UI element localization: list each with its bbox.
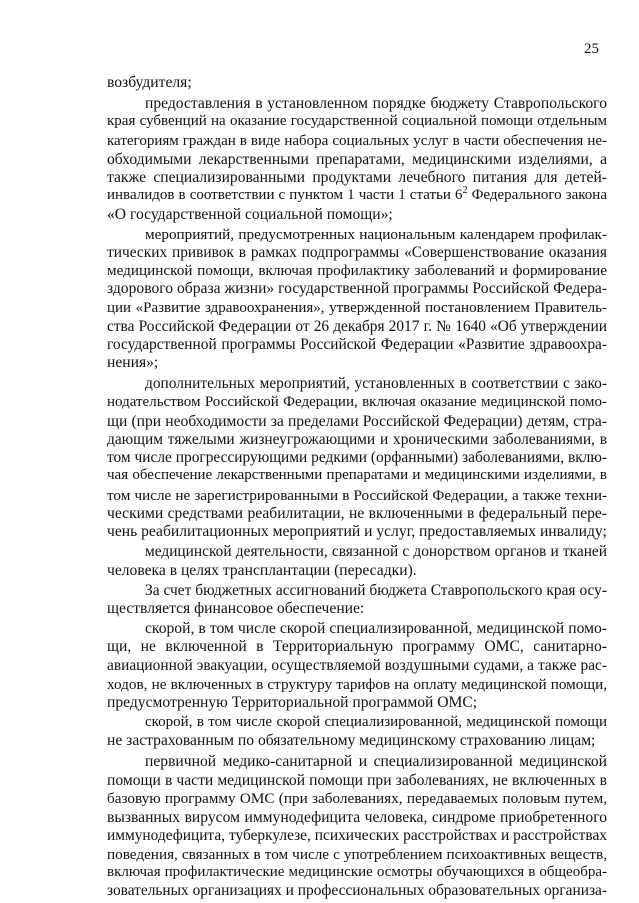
text-line: ществляется финансовое обеспечение: bbox=[107, 599, 365, 617]
text-line: авиационной эвакуации, осуществляемой воздушными судами, а также рас- bbox=[107, 657, 607, 675]
text-line: нения»; bbox=[107, 354, 159, 372]
text-line: края субвенций на оказание государственной социальной помощи отдельным bbox=[107, 113, 607, 130]
text-line: обходимыми лекарственными препаратами, медицинскими изделиями, а bbox=[107, 150, 607, 168]
text-line: мероприятий, предусмотренных национальным календарем профилак- bbox=[145, 225, 607, 243]
text-line: человека в целях трансплантации (пересадки). bbox=[107, 561, 417, 579]
text-line: медицинской помощи, включая профилактику заболеваний и формирование bbox=[107, 262, 607, 280]
text-line: чень реабилитационных мероприятий и услуг, предоставляемых инвалиду; bbox=[107, 523, 607, 541]
text-line: дающим тяжелыми жизнеугрожающими и хроническими заболеваниями, в bbox=[107, 431, 607, 448]
text-line: щи, не включенной в Территориальную программу ОМС, санитарно- bbox=[107, 638, 607, 656]
text-line: медицинской деятельности, связанной с донорством органов и тканей bbox=[145, 543, 607, 561]
text-line bbox=[107, 186, 607, 205]
text-line: включая профилактические медицинские осмотры обучающихся в общеобра- bbox=[107, 863, 607, 880]
text-line: тических прививок в рамках подпрограммы «Совершенствование оказания bbox=[107, 243, 607, 261]
text-line: возбудителя; bbox=[107, 74, 192, 91]
text-line: скорой, в том числе скорой специализированной, медицинской помощи bbox=[145, 714, 607, 731]
text-line: том числе не зарегистрированными в Российской Федерации, а также техни- bbox=[107, 486, 607, 504]
text-line: предусмотренную Территориальной программой ОМС; bbox=[107, 693, 478, 711]
text-line: скорой, в том числе скорой специализированной, медицинской помо- bbox=[145, 620, 607, 637]
text-line: чая обеспечение лекарственными препаратами и медицинскими изделиями, в bbox=[107, 467, 607, 484]
page-number: 25 bbox=[584, 41, 599, 57]
text-line: дополнительных мероприятий, установленных в соответствии с зако- bbox=[145, 375, 607, 393]
text-line: государственной программы Российской Федерации «Развитие здравоохра- bbox=[107, 336, 607, 353]
text-line: базовую программу ОМС (при заболеваниях, передаваемых половым путем, bbox=[107, 789, 607, 807]
text-fragment: Федерального закона bbox=[467, 187, 607, 204]
text-line: первичной медико-санитарной и специализированной медицинской bbox=[145, 753, 607, 771]
text-line: ства Российской Федерации от 26 декабря 2017 г. № 1640 «Об утверждении bbox=[107, 317, 607, 335]
text-line: иммунодефицита, туберкулезе, психических расстройствах и расстройствах bbox=[107, 827, 607, 845]
text-line: щи (при необходимости за пределами Российской Федерации) детям, стра- bbox=[107, 412, 607, 430]
text-line: поведения, связанных в том числе с употреблением психоактивных веществ, bbox=[107, 845, 607, 863]
text-line: здорового образа жизни» государственной программы Российской Федера- bbox=[107, 280, 607, 298]
text-line: За счет бюджетных ассигнований бюджета Ставропольского края осу- bbox=[145, 581, 607, 599]
text-line: помощи в части медицинской помощи при заболеваниях, не включенных в bbox=[107, 771, 607, 789]
superscript: 2 bbox=[462, 186, 468, 197]
text-line: ческими средствами реабилитации, не включенными в федеральный пере- bbox=[107, 504, 607, 522]
text-line: ходов, не включенных в структуру тарифов на оплату медицинской помощи, bbox=[107, 675, 607, 693]
text-fragment: инвалидов в соответствии с пунктом 1 части 1 статьи 6 bbox=[107, 187, 463, 204]
text-line: не застрахованным по обязательному медицинскому страхованию лицам; bbox=[107, 732, 596, 750]
text-line: «О государственной социальной помощи»; bbox=[107, 206, 393, 224]
text-line: ции «Развитие здравоохранения», утвержденной постановлением Правитель- bbox=[107, 299, 607, 316]
text-line: том числе прогрессирующими редкими (орфанными) заболеваниями, вклю- bbox=[107, 449, 607, 467]
text-line: зовательных организациях и профессиональных образовательных организа- bbox=[107, 882, 607, 899]
text-line: предоставления в установленном порядке бюджету Ставропольского bbox=[145, 95, 607, 113]
text-line: категориям граждан в виде набора социальных услуг в части обеспечения не- bbox=[107, 132, 607, 149]
text-line: вызванных вирусом иммунодефицита человека, синдроме приобретенного bbox=[107, 809, 607, 827]
text-line: нодательством Российской Федерации, включая оказание медицинской помо- bbox=[107, 393, 607, 410]
text-line: также специализированными продуктами лечебного питания для детей- bbox=[107, 169, 607, 186]
